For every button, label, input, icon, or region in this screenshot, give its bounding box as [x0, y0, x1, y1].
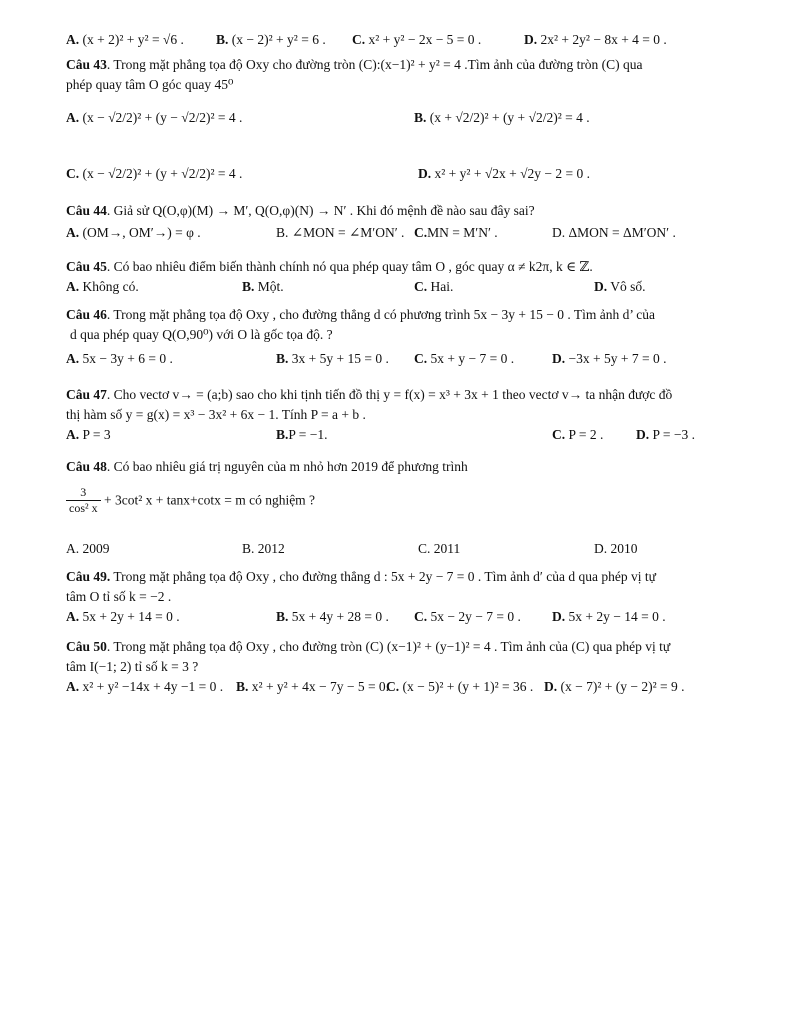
q48-option-c: C. 2011 [418, 541, 461, 556]
question-47 [66, 385, 736, 425]
q47-option-a: A. P = 3 [66, 427, 111, 442]
q45-stem: Câu 45. Có bao nhiêu điểm biến thành chính nó qua phép quay tâm O , góc quay α ≠ k2π, k ∈ ℤ. [66, 259, 593, 274]
question-45 [66, 257, 736, 277]
q47-option-d: D. P = −3 . [636, 427, 695, 442]
question-48 [66, 457, 736, 477]
q46-option-b: B. 3x + 5y + 15 = 0 . [276, 351, 389, 366]
q48-option-b: B. 2012 [242, 541, 285, 556]
question-44 [66, 201, 736, 221]
q43-option-b: B. (x + √2/2)² + (y + √2/2)² = 4 . [414, 110, 590, 125]
question-43 [66, 55, 736, 95]
q47-option-c: C. P = 2 . [552, 427, 604, 442]
q50-option-b: B. x² + y² + 4x − 7y − 5 = 0. [236, 679, 390, 694]
q49-option-c: C. 5x − 2y − 7 = 0 . [414, 609, 521, 624]
q44-stem: Câu 44. Giả sử Q(O,φ)(M) → M′, Q(O,φ)(N) → N′ . Khi đó mệnh đề nào sau đây sai? [66, 203, 535, 218]
q44-option-c: C.MN = M′N′ . [414, 225, 498, 240]
q45-option-d: D. Vô số. [594, 279, 646, 294]
q43-option-a: A. (x − √2/2)² + (y − √2/2)² = 4 . [66, 110, 243, 125]
q45-option-c: C. Hai. [414, 279, 454, 294]
q50-options [66, 677, 736, 697]
q50-stem-line1: Câu 50. Trong mặt phẳng tọa độ Oxy , cho đường tròn (C) (x−1)² + (y−1)² = 4 . Tìm ảnh của (C) qua phép vị tự [66, 639, 671, 654]
q48-equation [66, 485, 736, 533]
q49-option-d: D. 5x + 2y − 14 = 0 . [552, 609, 666, 624]
q47-stem-line1: Câu 47. Cho vectơ v→ = (a;b) sao cho khi tịnh tiến đồ thị y = f(x) = x³ + 3x + 1 theo vectơ v→ ta nhận được đồ [66, 387, 673, 402]
q48-fraction: $\frac{3}{\text{cos² x}}$ [66, 485, 101, 516]
q46-stem-line2: d qua phép quay Q(O,90⁰) với O là gốc tọa độ. ? [70, 327, 333, 342]
q49-option-a: A. 5x + 2y + 14 = 0 . [66, 609, 180, 624]
q44-options [66, 221, 736, 245]
q43-options-row1 [66, 95, 736, 141]
q46-option-c: C. 5x + y − 7 = 0 . [414, 351, 515, 366]
q44-option-b: B. ∠MON = ∠M′ON′ . [276, 225, 405, 240]
q43-stem-line2: phép quay tâm O góc quay 45⁰ [66, 77, 234, 92]
q43-option-d: D. x² + y² + √2x + √2y − 2 = 0 . [418, 166, 590, 181]
q47-option-b: B.P = −1. [276, 427, 328, 442]
question-49 [66, 567, 736, 607]
q48-options [66, 539, 736, 559]
q50-stem-line2: tâm I(−1; 2) tỉ số k = 3 ? [66, 659, 199, 674]
q46-stem-line1: Câu 46. Trong mặt phẳng tọa độ Oxy , cho đường thẳng d có phương trình 5x − 3y + 15 − 0 . Tìm ảnh d’ của [66, 307, 655, 322]
q47-options [66, 425, 736, 445]
q48-option-a: A. 2009 [66, 541, 110, 556]
q49-option-b: B. 5x + 4y + 28 = 0 . [276, 609, 389, 624]
q46-option-a: A. 5x − 3y + 6 = 0 . [66, 351, 173, 366]
q46-option-d: D. −3x + 5y + 7 = 0 . [552, 351, 667, 366]
q50-option-a: A. x² + y² −14x + 4y −1 = 0 . [66, 679, 224, 694]
q48-equation-rest: + 3cot² x + tanx+cotx = m có nghiệm ? [103, 492, 316, 508]
q50-option-c: C. (x − 5)² + (y + 1)² = 36 . [386, 679, 534, 694]
q48-stem: Câu 48. Có bao nhiêu giá trị nguyên của m nhỏ hơn 2019 để phương trình [66, 459, 468, 474]
q43-options-row2 [66, 151, 736, 197]
q49-options [66, 607, 736, 627]
q49-stem-line1: Câu 49. Trong mặt phẳng tọa độ Oxy , cho đường thẳng d : 5x + 2y − 7 = 0 . Tìm ảnh d′ của d qua phép vị tự [66, 569, 656, 584]
q43-stem-line1: Câu 43. Trong mặt phẳng tọa độ Oxy cho đường tròn (C):(x−1)² + y² = 4 .Tìm ảnh của đường tròn (C) qua [66, 57, 643, 72]
q46-options [66, 347, 736, 371]
q47-stem-line2: thị hàm số y = g(x) = x³ − 3x² + 6x − 1. Tính P = a + b . [66, 407, 366, 422]
q45-options [66, 277, 736, 297]
q49-stem-line2: tâm O tỉ số k = −2 . [66, 589, 172, 604]
q48-option-d: D. 2010 [594, 541, 638, 556]
q45-option-a: A. Không có. [66, 279, 139, 294]
question-46 [66, 305, 736, 345]
q50-option-d: D. (x − 7)² + (y − 2)² = 9 . [544, 679, 685, 694]
q42-option-c: C. x² + y² − 2x − 5 = 0 . [352, 32, 482, 47]
q43-option-c: C. (x − √2/2)² + (y + √2/2)² = 4 . [66, 166, 243, 181]
q42-option-d: D. 2x² + 2y² − 8x + 4 = 0 . [524, 32, 667, 47]
q44-option-a: A. (OM→, OM′→) = φ . [66, 225, 201, 240]
q45-option-b: B. Một. [242, 279, 284, 294]
q42-option-a: A. (x + 2)² + y² = √6 . [66, 32, 184, 47]
question-50 [66, 637, 736, 677]
exam-page [66, 30, 736, 697]
q42-option-b: B. (x − 2)² + y² = 6 . [216, 32, 326, 47]
q42-options [66, 30, 736, 50]
q44-option-d: D. ΔMON = ΔM′ON′ . [552, 225, 676, 240]
